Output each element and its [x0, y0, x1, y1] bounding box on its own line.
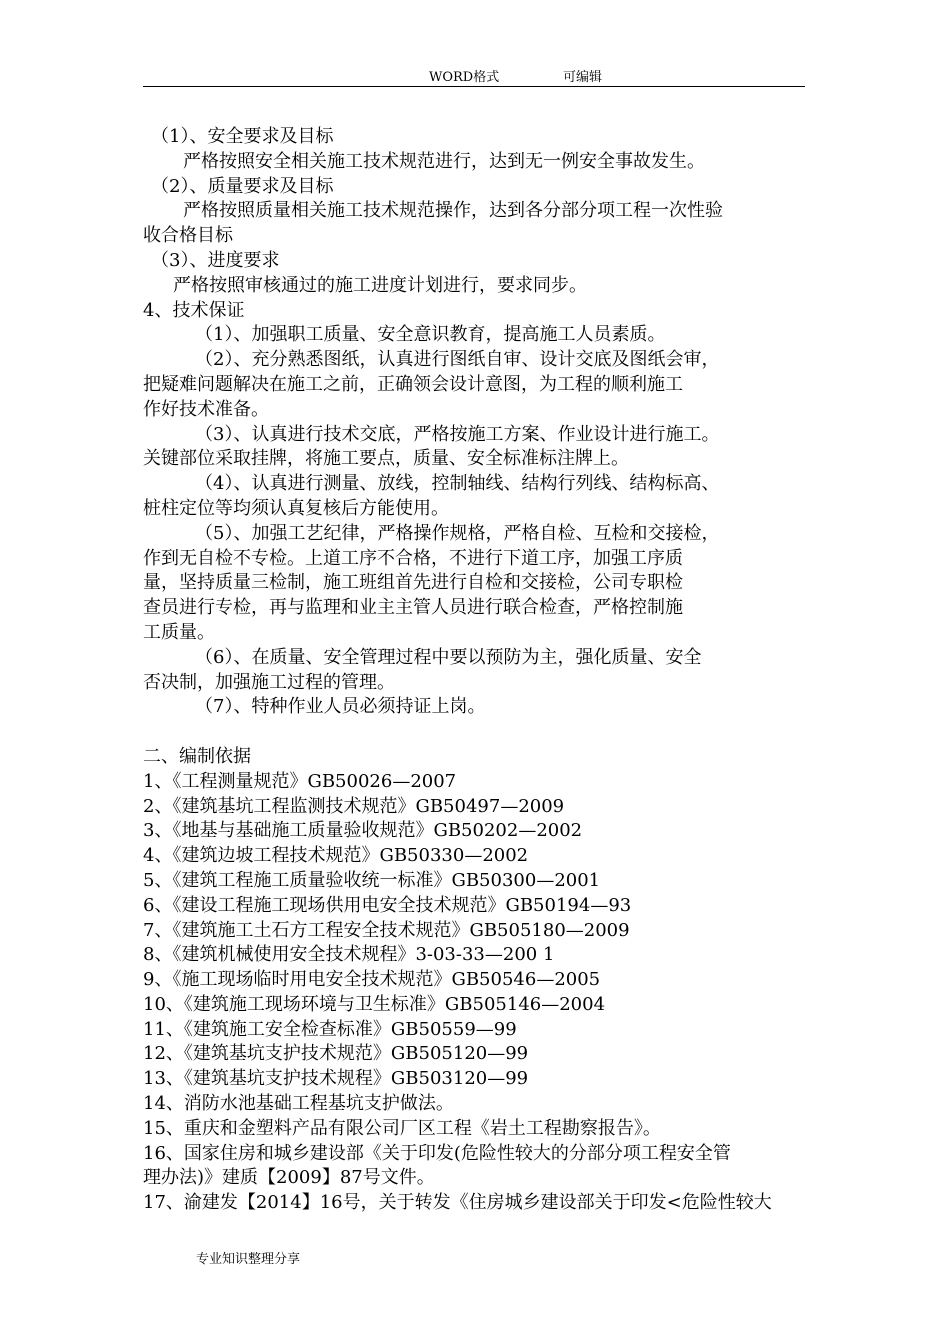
- text-line: 工质量。: [143, 621, 215, 643]
- text-line: 16、国家住房和城乡建设部《关于印发(危险性较大的分部分项工程安全管: [143, 1142, 731, 1164]
- text-line: （2）、质量要求及目标: [151, 175, 334, 197]
- text-line: （5）、加强工艺纪律，严格操作规格，严格自检、互检和交接检，: [195, 522, 720, 544]
- document-body: [143, 125, 808, 1216]
- text-line: 二、编制依据: [143, 745, 251, 767]
- text-line: 11、《建筑施工安全检查标准》GB50559—99: [143, 1018, 517, 1040]
- text-line: 3、《地基与基础施工质量验收规范》GB50202—2002: [143, 820, 583, 842]
- text-line: （3）、认真进行技术交底，严格按施工方案、作业设计进行施工。: [195, 423, 720, 445]
- header-editable-label: 可编辑: [563, 70, 603, 85]
- text-line: 查员进行专检，再与监理和业主主管人员进行联合检查，严格控制施: [143, 597, 683, 619]
- text-line: 作到无自检不专检。上道工序不合格，不进行下道工序，加强工序质: [143, 547, 683, 569]
- page-footer: 专业知识整理分享: [196, 1252, 301, 1267]
- text-line: 否决制，加强施工过程的管理。: [143, 671, 395, 693]
- text-line: （4）、认真进行测量、放线，控制轴线、结构行列线、结构标高、: [195, 473, 720, 495]
- text-line: 10、《建筑施工现场环境与卫生标准》GB505146—2004: [143, 993, 606, 1015]
- text-line: 作好技术准备。: [143, 398, 269, 420]
- text-line: （3）、进度要求: [151, 249, 280, 271]
- text-line: 严格按照质量相关施工技术规范操作，达到各分部分项工程一次性验: [183, 200, 723, 222]
- text-line: 17、渝建发【2014】16号，关于转发《住房城乡建设部关于印发<危险性较大: [143, 1192, 772, 1214]
- text-line: 把疑难问题解决在施工之前，正确领会设计意图，为工程的顺利施工: [143, 373, 683, 395]
- blank-line: [143, 720, 808, 745]
- text-line: （2）、充分熟悉图纸，认真进行图纸自审、设计交底及图纸会审，: [195, 349, 720, 371]
- text-line: 15、重庆和金塑料产品有限公司厂区工程《岩土工程勘察报告》。: [143, 1117, 661, 1139]
- text-line: 1、《工程测量规范》GB50026—2007: [143, 770, 457, 792]
- text-line: 4、《建筑边坡工程技术规范》GB50330—2002: [143, 845, 529, 867]
- text-line: 6、《建设工程施工现场供用电安全技术规范》GB50194—93: [143, 894, 632, 916]
- text-line: 关键部位采取挂牌，将施工要点，质量、安全标准标注牌上。: [143, 448, 629, 470]
- text-line: （1）、安全要求及目标: [151, 126, 334, 147]
- text-line: 4、技术保证: [143, 299, 245, 321]
- text-line: 13、《建筑基坑支护技术规程》GB503120—99: [143, 1068, 529, 1090]
- text-line: 量，坚持质量三检制，施工班组首先进行自检和交接检，公司专职检: [143, 572, 683, 594]
- text-line: 8、《建筑机械使用安全技术规程》3-03-33—200 1: [143, 944, 555, 966]
- text-line: （1）、加强职工质量、安全意识教育，提高施工人员素质。: [195, 324, 666, 346]
- text-line: （7）、特种作业人员必须持证上岗。: [195, 696, 486, 718]
- text-line: 严格按照安全相关施工技术规范进行，达到无一例安全事故发生。: [183, 150, 705, 172]
- text-line: 12、《建筑基坑支护技术规范》GB505120—99: [143, 1043, 529, 1065]
- header-format-label: WORD格式: [429, 70, 500, 85]
- text-line: 理办法)》建质【2009】87号文件。: [143, 1167, 435, 1189]
- page-header: [143, 66, 805, 87]
- text-line: 2、《建筑基坑工程监测技术规范》GB50497—2009: [143, 795, 565, 817]
- text-line: 9、《施工现场临时用电安全技术规范》GB50546—2005: [143, 969, 601, 991]
- text-line: 7、《建筑施工土石方工程安全技术规范》GB505180—2009: [143, 919, 630, 941]
- text-line: 严格按照审核通过的施工进度计划进行，要求同步。: [173, 274, 587, 296]
- text-line: （6）、在质量、安全管理过程中要以预防为主，强化质量、安全: [195, 646, 702, 668]
- text-line: 桩柱定位等均须认真复核后方能使用。: [143, 497, 449, 519]
- text-line: 收合格目标: [143, 225, 233, 247]
- text-line: 5、《建筑工程施工质量验收统一标准》GB50300—2001: [143, 869, 601, 891]
- text-line: 14、消防水池基础工程基坑支护做法。: [143, 1093, 454, 1115]
